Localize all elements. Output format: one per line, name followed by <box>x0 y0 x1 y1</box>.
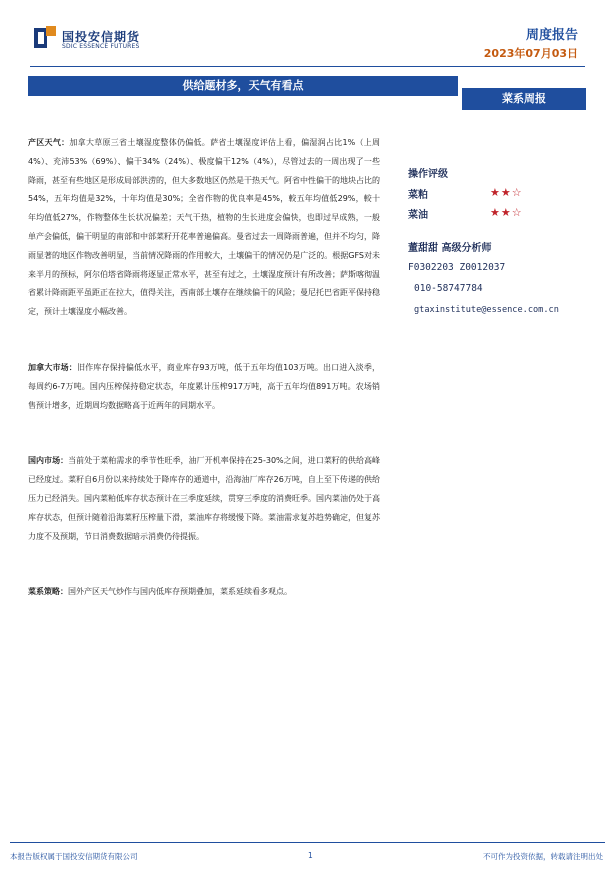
rating-name: 菜粕 <box>408 190 428 201</box>
page-number: 1 <box>308 851 313 860</box>
rating-row-meal <box>408 186 568 201</box>
section-label: 产区天气： <box>28 138 70 147</box>
company-logo <box>34 26 184 54</box>
rating-row-oil <box>408 206 568 221</box>
section-text: 当前处于菜粕需求的季节性旺季，油厂开机率保持在25-30%之间，进口菜籽的供给高峰已经度过。菜籽自6月份以来持续处于降库存的通道中，沿海油厂库存26万吨，自上至下传递的供给压力已经消失。国内菜粕低库存状态预计在三季度延续，贯穿三季度的消费旺季。国内菜油仍处于高库存状态，但预计随着沿海菜籽压榨量下滑，菜油库存将缓慢下降。菜油需求复苏趋势确定，但复苏力度不及预期，节日消费数据暗示消费仍待提振。 <box>28 456 380 541</box>
rating-stars-icon: ★★☆ <box>490 186 523 199</box>
analyst-phone: 010-58747784 <box>414 283 483 294</box>
footer-copyright: 本报告版权属于国投安信期货有限公司 <box>10 852 138 861</box>
report-date: 2023年07月03日 <box>483 47 578 60</box>
header-divider <box>30 66 585 67</box>
report-tag: 菜系周报 <box>462 88 586 110</box>
section-label: 菜系策略： <box>28 587 68 597</box>
section-text: 旧作库存保持偏低水平，商业库存93万吨，低于五年均值103万吨。出口进入淡季，每周约6-7万吨。国内压榨保持稳定状态，年度累计压榨917万吨，高于五年均值891万吨。农场销售预计增多，近期周均数据略高于近两年的同期水平。 <box>28 362 381 410</box>
section-canada-market <box>28 359 380 415</box>
report-type: 周度报告 <box>525 28 578 43</box>
section-text: 国外产区天气炒作与国内低库存预期叠加，菜系延续看多观点。 <box>68 587 292 597</box>
section-text: 加拿大草原三省土壤湿度整体仍偏低。萨省土壤湿度评估上看，偏湿润占比1%（上周4%）、充沛53%（69%）、偏干34%（24%）、极度偏干12%（4%），尽管过去的一周出现了一些降雨，甚至有些地区是形成局部洪涝的，但大多数地区仍然是干热天气。阿省中性偏干的地块占比的54%，五年均值是32%，十年均值是30%；全省作物的优良率是45%，較五年均值低29%，較十年均值低27%，作物整体生长状况偏差；天气干热，植物的生长进度会偏快，也即过早成熟，一般单产会偏低，偏干明显的南部和中部菜籽开花率普遍偏高。曼省过去一周降雨普遍，但并不均匀，降雨显著的地区作物改善明显，当前情况降雨的作用較大，土壤偏干的情况仍是广泛的。根据GFS对未来半月的预标，阿尔伯塔省降雨将逐显正常水平，甚至有过之，土壤湿度预计有所改善；萨斯喀彻温省累计降雨距平虽距正在拉大，值得关注，西南部土壤存在继续偏干的风险；曼尼托巴省距平保持稳定，预计土壤湿度小幅改善。 <box>28 138 380 317</box>
rating-name: 菜油 <box>408 210 428 221</box>
section-label: 国内市场： <box>28 456 69 466</box>
report-title: 供给题材多，天气有看点 <box>28 76 458 96</box>
rating-title: 操作评级 <box>408 169 448 180</box>
section-label: 加拿大市场： <box>28 362 77 372</box>
logo-text-cn: 国投安信期货 <box>62 30 141 44</box>
footer-disclaimer: 不可作为投资依据，转载请注明出处 <box>483 852 603 861</box>
section-domestic-market <box>28 452 380 546</box>
section-strategy <box>28 583 380 602</box>
analyst-email[interactable]: gtaxinstitute@essence.com.cn <box>414 305 559 315</box>
logo-mark-icon <box>34 26 56 50</box>
section-weather <box>28 134 380 322</box>
analyst-name: 董甜甜 高级分析师 <box>408 243 492 254</box>
report-body <box>28 134 380 602</box>
analyst-license: F0302203 Z0012037 <box>408 262 506 273</box>
rating-stars-icon: ★★☆ <box>490 206 523 219</box>
footer-divider <box>10 842 605 843</box>
logo-text-en: SDIC ESSENCE FUTURES <box>62 43 140 50</box>
